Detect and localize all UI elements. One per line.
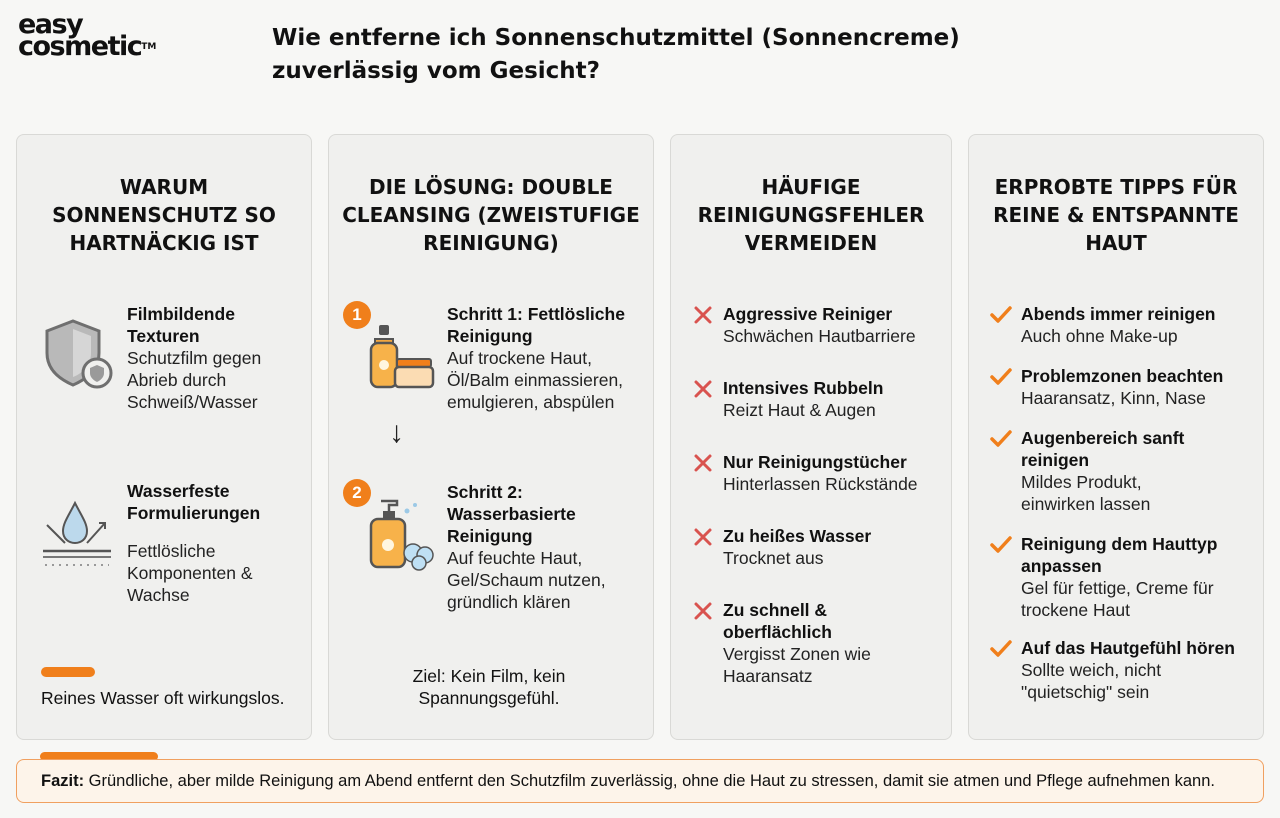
- item-heading: Augenbereich sanft reinigen: [1021, 428, 1185, 470]
- page-title: Wie entferne ich Sonnenschutzmittel (Sonnencreme) zuverlässig vom Gesicht?: [272, 25, 960, 84]
- item-heading: Nur Reinigungstücher: [723, 452, 907, 472]
- water-drop-icon: [39, 499, 115, 576]
- card-double-cleansing: [328, 134, 654, 740]
- logo-line2: cosmetic: [18, 31, 142, 62]
- card-title: DIE LÖSUNG: DOUBLE CLEANSING (ZWEISTUFIGE REINIGUNG): [342, 175, 640, 255]
- step-badge: 1: [343, 301, 371, 329]
- item-text: Vergisst Zonen wie Haaransatz: [723, 644, 871, 686]
- check-icon: [989, 637, 1013, 661]
- feature-heading: Filmbildende Texturen: [127, 304, 235, 346]
- item-text: Schwächen Hautbarriere: [723, 326, 916, 346]
- foam-pump-icon: [367, 497, 435, 576]
- item-text: Gel für fettige, Creme für trockene Haut: [1021, 578, 1214, 620]
- item-heading: Reinigung dem Hauttyp anpassen: [1021, 534, 1218, 576]
- item-heading: Zu schnell & oberflächlich: [723, 600, 832, 642]
- item-text: Reizt Haut & Augen: [723, 400, 876, 420]
- card-title: WARUM SONNENSCHUTZ SO HARTNÄCKIG IST: [52, 175, 276, 255]
- check-icon: [989, 303, 1013, 327]
- item-text: Trocknet aus: [723, 548, 824, 568]
- cross-icon: [691, 303, 715, 327]
- item-heading: Aggressive Reiniger: [723, 304, 893, 324]
- item-heading: Intensives Rubbeln: [723, 378, 884, 398]
- item-text: Hinterlassen Rückstände: [723, 474, 918, 494]
- cross-icon: [691, 451, 715, 475]
- oil-bottle-icon: [367, 321, 435, 398]
- card-title: ERPROBTE TIPPS FÜR REINE & ENTSPANNTE HAUT: [993, 175, 1239, 255]
- card-mistakes: [670, 134, 952, 740]
- cross-icon: [691, 525, 715, 549]
- item-heading: Abends immer reinigen: [1021, 304, 1216, 324]
- step-heading: Schritt 1: Fettlösliche Reinigung: [447, 304, 625, 346]
- card-title: HÄUFIGE REINIGUNGSFEHLER VERMEIDEN: [697, 175, 925, 255]
- cross-icon: [691, 377, 715, 401]
- card-note: Reines Wasser oft wirkungslos.: [41, 688, 285, 708]
- fazit-label: Fazit:: [41, 772, 85, 790]
- cross-icon: [691, 599, 715, 623]
- fazit-box: [16, 759, 1264, 803]
- feature-text: Schutzfilm gegen Abrieb durch Schweiß/Wasser: [127, 348, 262, 412]
- step-text: Auf feuchte Haut, Gel/Schaum nutzen, gründlich klären: [447, 548, 606, 612]
- card-why-sunscreen: [16, 134, 312, 740]
- shield-icon: [43, 317, 113, 396]
- down-arrow-icon: ↓: [389, 416, 404, 449]
- feature-text: Fettlösliche Komponenten & Wachse: [127, 541, 253, 605]
- logo-line1: easy: [18, 9, 83, 40]
- accent-bar: [41, 667, 95, 677]
- logo-trademark: TM: [141, 42, 157, 52]
- step-text: Auf trockene Haut, Öl/Balm einmassieren, emulgieren, abspülen: [447, 348, 624, 412]
- card-tips: [968, 134, 1264, 740]
- goal-text: Ziel: Kein Film, kein Spannungsgefühl.: [412, 666, 566, 708]
- item-heading: Auf das Hautgefühl hören: [1021, 638, 1235, 658]
- item-text: Auch ohne Make-up: [1021, 326, 1178, 346]
- check-icon: [989, 427, 1013, 451]
- fazit-text: Gründliche, aber milde Reinigung am Abend entfernt den Schutzfilm zuverlässig, ohne die Haut zu stressen, damit sie atmen und Pflege aufnehmen kann.: [84, 772, 1215, 790]
- item-heading: Problemzonen beachten: [1021, 366, 1224, 386]
- step-heading: Schritt 2: Wasserbasierte Reinigung: [447, 482, 576, 546]
- item-text: Mildes Produkt, einwirken lassen: [1021, 472, 1151, 514]
- item-text: Haaransatz, Kinn, Nase: [1021, 388, 1206, 408]
- check-icon: [989, 533, 1013, 557]
- feature-heading: Wasserfeste Formulierungen: [127, 481, 261, 523]
- brand-logo: [18, 9, 157, 62]
- item-text: Sollte weich, nicht "quietschig" sein: [1021, 660, 1162, 702]
- item-heading: Zu heißes Wasser: [723, 526, 872, 546]
- step-badge: 2: [343, 479, 371, 507]
- check-icon: [989, 365, 1013, 389]
